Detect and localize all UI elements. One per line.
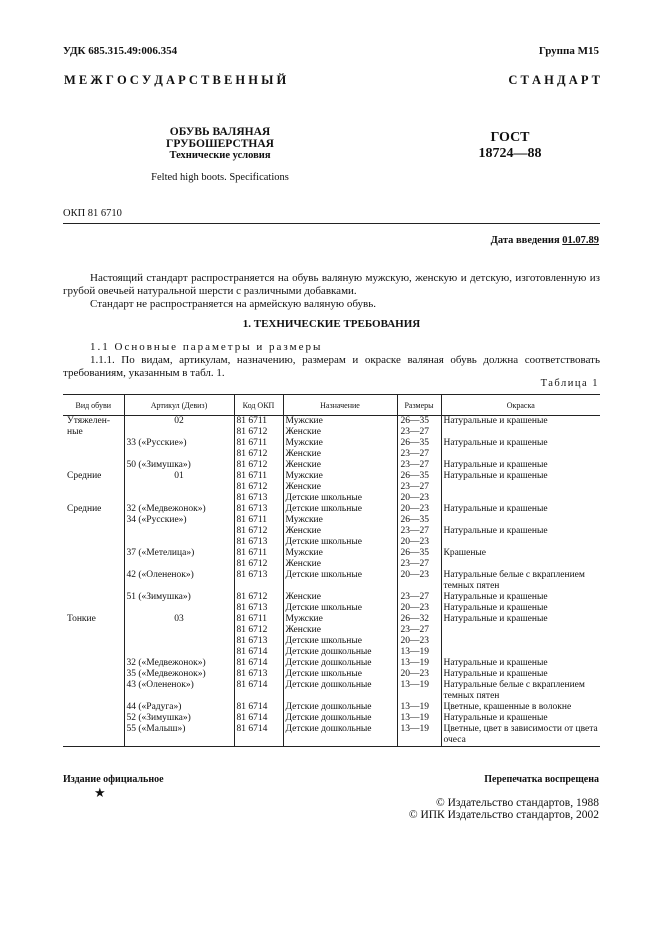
table-row	[63, 460, 600, 471]
cell-okp: 81 6714	[234, 713, 283, 724]
cell-okp: 81 6713	[234, 636, 283, 647]
cell-okp: 81 6714	[234, 647, 283, 658]
cell-okp: 81 6714	[234, 702, 283, 713]
gost-number-block	[470, 130, 550, 162]
cell-type	[63, 625, 124, 636]
cell-article: 32 («Медвежонок»)	[124, 658, 234, 669]
cell-sizes: 20—23	[397, 636, 441, 647]
cell-okp: 81 6711	[234, 614, 283, 625]
cell-article: 50 («Зимушка»)	[124, 460, 234, 471]
cell-okp: 81 6713	[234, 504, 283, 515]
date-label: Дата введения	[490, 235, 560, 246]
cell-sizes: 20—23	[397, 493, 441, 504]
table-row	[63, 603, 600, 614]
cell-purpose: Детские дошкольные	[283, 713, 397, 724]
cell-article	[124, 493, 234, 504]
cell-type	[63, 702, 124, 713]
table-row	[63, 570, 600, 592]
cell-article: 34 («Русские»)	[124, 515, 234, 526]
table-row	[63, 526, 600, 537]
table-row	[63, 537, 600, 548]
cell-okp: 81 6713	[234, 570, 283, 592]
cell-color	[441, 559, 600, 570]
cell-purpose: Мужские	[283, 438, 397, 449]
cell-type	[63, 493, 124, 504]
table-row	[63, 647, 600, 658]
cell-article: 32 («Медвежонок»)	[124, 504, 234, 515]
cell-article: 42 («Олененок»)	[124, 570, 234, 592]
cell-color	[441, 427, 600, 438]
cell-color	[441, 537, 600, 548]
cell-color: Натуральные и крашеные	[441, 713, 600, 724]
table-row	[63, 625, 600, 636]
table-row	[63, 592, 600, 603]
table-row	[63, 482, 600, 493]
cell-article	[124, 603, 234, 614]
cell-sizes: 13—19	[397, 724, 441, 747]
table-row	[63, 548, 600, 559]
table-row	[63, 449, 600, 460]
specification-table	[63, 394, 600, 747]
cell-purpose: Мужские	[283, 416, 397, 428]
table-row	[63, 658, 600, 669]
table-row	[63, 438, 600, 449]
banner-right: С Т А Н Д А Р Т	[508, 73, 600, 87]
cell-type	[63, 647, 124, 658]
effective-date	[491, 235, 599, 246]
cell-type: Тонкие	[67, 614, 96, 624]
cell-sizes: 20—23	[397, 504, 441, 515]
cell-article	[124, 526, 234, 537]
cell-okp: 81 6713	[234, 537, 283, 548]
cell-article: 55 («Малыш»)	[124, 724, 234, 747]
cell-color: Цветные, цвет в зависимости от цвета очеса	[441, 724, 600, 747]
cell-purpose: Женские	[283, 449, 397, 460]
cell-article: 52 («Зимушка»)	[124, 713, 234, 724]
cell-okp: 81 6713	[234, 669, 283, 680]
udk-code: УДК 685.315.49:006.354	[63, 45, 178, 57]
cell-type	[63, 680, 124, 702]
requirement-paragraph: 1.1.1. По видам, артикулам, назначению, размерам и окраске валяная обувь должна соответствовать требованиям, указанным в табл. 1.	[63, 354, 600, 379]
table-row	[63, 416, 600, 428]
cell-sizes: 20—23	[397, 570, 441, 592]
cell-type	[63, 526, 124, 537]
cell-type: ные	[67, 427, 83, 437]
header-purpose: Назначение	[283, 395, 397, 416]
cell-purpose: Детские школьные	[283, 636, 397, 647]
cell-purpose: Детские школьные	[283, 603, 397, 614]
cell-sizes: 26—35	[397, 416, 441, 428]
cell-sizes: 23—27	[397, 427, 441, 438]
subsection-heading: 1.1 Основные параметры и размеры	[90, 341, 323, 353]
cell-article: 43 («Олененок»)	[124, 680, 234, 702]
cell-article: 51 («Зимушка»)	[124, 592, 234, 603]
cell-color	[441, 636, 600, 647]
cell-purpose: Детские дошкольные	[283, 680, 397, 702]
cell-article: 03	[124, 614, 234, 625]
cell-article	[124, 625, 234, 636]
cell-sizes: 26—35	[397, 548, 441, 559]
cell-color: Натуральные и крашеные	[441, 416, 600, 428]
cell-article: 33 («Русские»)	[124, 438, 234, 449]
cell-okp: 81 6714	[234, 658, 283, 669]
table-header-row	[63, 395, 600, 416]
okp-code: ОКП 81 6710	[63, 208, 122, 219]
cell-color: Натуральные и крашеные	[441, 504, 600, 515]
cell-okp: 81 6711	[234, 438, 283, 449]
cell-okp: 81 6711	[234, 471, 283, 482]
cell-okp: 81 6712	[234, 592, 283, 603]
cell-sizes: 13—19	[397, 647, 441, 658]
cell-okp: 81 6712	[234, 460, 283, 471]
cell-type	[63, 449, 124, 460]
cell-sizes: 20—23	[397, 603, 441, 614]
header-okp: Код ОКП	[234, 395, 283, 416]
gost-number: 18724—88	[478, 146, 542, 161]
copyright-2002: © ИПК Издательство стандартов, 2002	[408, 809, 599, 821]
cell-sizes: 20—23	[397, 537, 441, 548]
cell-article: 37 («Метелица»)	[124, 548, 234, 559]
header-sizes: Размеры	[397, 395, 441, 416]
table-row	[63, 559, 600, 570]
cell-type	[63, 669, 124, 680]
cell-color: Натуральные белые с вкраплением темных пятен	[441, 570, 600, 592]
cell-sizes: 23—27	[397, 592, 441, 603]
table-row	[63, 427, 600, 438]
cell-purpose: Детские дошкольные	[283, 724, 397, 747]
gost-label: ГОСТ	[490, 130, 530, 145]
cell-okp: 81 6714	[234, 680, 283, 702]
cell-okp: 81 6712	[234, 526, 283, 537]
table-row	[63, 713, 600, 724]
cell-type	[63, 636, 124, 647]
cell-color	[441, 449, 600, 460]
cell-color	[441, 625, 600, 636]
cell-sizes: 23—27	[397, 460, 441, 471]
table-row	[63, 614, 600, 625]
cell-type: Средние	[67, 504, 102, 514]
table-row	[63, 724, 600, 747]
copyright-1988: © Издательство стандартов, 1988	[435, 797, 599, 809]
table-label: Таблица 1	[540, 378, 599, 389]
cell-article: 02	[124, 416, 234, 428]
group-code: Группа М15	[538, 45, 599, 57]
cell-purpose: Детские дошкольные	[283, 647, 397, 658]
cell-article	[124, 647, 234, 658]
cell-type: Утяжелен-	[67, 416, 110, 426]
cell-type	[63, 460, 124, 471]
cell-purpose: Женские	[283, 427, 397, 438]
cell-okp: 81 6711	[234, 416, 283, 428]
cell-sizes: 26—35	[397, 515, 441, 526]
cell-okp: 81 6712	[234, 449, 283, 460]
cell-purpose: Детские школьные	[283, 537, 397, 548]
cell-type	[63, 713, 124, 724]
cell-purpose: Мужские	[283, 548, 397, 559]
cell-type	[63, 482, 124, 493]
cell-type	[63, 537, 124, 548]
divider	[63, 223, 600, 224]
cell-sizes: 13—19	[397, 702, 441, 713]
cell-color: Крашеные	[441, 548, 600, 559]
cell-type	[63, 559, 124, 570]
cell-type	[63, 438, 124, 449]
cell-color: Натуральные и крашеные	[441, 471, 600, 482]
banner-left: М Е Ж Г О С У Д А Р С Т В Е Н Н Ы Й	[64, 73, 287, 87]
cell-article	[124, 449, 234, 460]
cell-purpose: Женские	[283, 526, 397, 537]
cell-article	[124, 537, 234, 548]
cell-color	[441, 493, 600, 504]
cell-okp: 81 6712	[234, 427, 283, 438]
star-icon: ★	[94, 785, 106, 800]
cell-sizes: 23—27	[397, 449, 441, 460]
cell-color: Натуральные и крашеные	[441, 614, 600, 625]
cell-color: Натуральные и крашеные	[441, 460, 600, 471]
header-article: Артикул (Девиз)	[124, 395, 234, 416]
cell-color	[441, 647, 600, 658]
english-title: Felted high boots. Specifications	[151, 172, 289, 183]
cell-okp: 81 6714	[234, 724, 283, 747]
cell-sizes: 26—32	[397, 614, 441, 625]
cell-purpose: Мужские	[283, 614, 397, 625]
cell-article: 01	[124, 471, 234, 482]
cell-type	[63, 724, 124, 747]
cell-sizes: 23—27	[397, 526, 441, 537]
cell-sizes: 13—19	[397, 713, 441, 724]
cell-purpose: Женские	[283, 625, 397, 636]
cell-sizes: 13—19	[397, 658, 441, 669]
table-row	[63, 702, 600, 713]
cell-color: Цветные, крашенные в волокне	[441, 702, 600, 713]
cell-purpose: Детские дошкольные	[283, 702, 397, 713]
reprint-prohibited: Перепечатка воспрещена	[484, 774, 599, 785]
cell-okp: 81 6713	[234, 493, 283, 504]
cell-purpose: Детские школьные	[283, 570, 397, 592]
cell-okp: 81 6712	[234, 559, 283, 570]
document-title: ОБУВЬ ВАЛЯНАЯ ГРУБОШЕРСТНАЯ	[166, 126, 274, 150]
cell-okp: 81 6711	[234, 548, 283, 559]
standard-banner	[64, 73, 600, 88]
cell-color: Натуральные и крашеные	[441, 669, 600, 680]
cell-sizes: 23—27	[397, 625, 441, 636]
cell-type: Средние	[67, 471, 102, 481]
cell-sizes: 26—35	[397, 438, 441, 449]
cell-purpose: Женские	[283, 559, 397, 570]
table-row	[63, 669, 600, 680]
intro-paragraph: Настоящий стандарт распространяется на обувь валяную мужскую, женскую и детскую, изготовленную из грубой овечьей натуральной шерсти с различными добавками.	[63, 272, 600, 297]
cell-color: Натуральные и крашеные	[441, 603, 600, 614]
table-row	[63, 493, 600, 504]
cell-purpose: Женские	[283, 482, 397, 493]
section-heading: 1. ТЕХНИЧЕСКИЕ ТРЕБОВАНИЯ	[242, 318, 421, 330]
cell-article	[124, 636, 234, 647]
header-type: Вид обуви	[63, 395, 124, 416]
cell-color	[441, 515, 600, 526]
cell-article	[124, 482, 234, 493]
cell-article	[124, 559, 234, 570]
cell-sizes: 13—19	[397, 680, 441, 702]
cell-article: 35 («Медвежонок»)	[124, 669, 234, 680]
official-edition: Издание официальное	[63, 774, 164, 785]
cell-article: 44 («Радуга»)	[124, 702, 234, 713]
table-row	[63, 636, 600, 647]
table-row	[63, 680, 600, 702]
cell-okp: 81 6712	[234, 482, 283, 493]
cell-sizes: 23—27	[397, 482, 441, 493]
cell-purpose: Женские	[283, 460, 397, 471]
cell-type	[63, 603, 124, 614]
header-color: Окраска	[441, 395, 600, 416]
cell-color: Натуральные и крашеные	[441, 658, 600, 669]
cell-purpose: Мужские	[283, 471, 397, 482]
cell-type	[63, 592, 124, 603]
cell-okp: 81 6711	[234, 515, 283, 526]
table-row	[63, 471, 600, 482]
cell-purpose: Детские дошкольные	[283, 658, 397, 669]
cell-sizes: 26—35	[397, 471, 441, 482]
cell-okp: 81 6712	[234, 625, 283, 636]
cell-purpose: Мужские	[283, 515, 397, 526]
cell-okp: 81 6713	[234, 603, 283, 614]
cell-type	[63, 515, 124, 526]
cell-color: Натуральные и крашеные	[441, 438, 600, 449]
cell-purpose: Детские школьные	[283, 669, 397, 680]
intro-exclusion: Стандарт не распространяется на армейскую валяную обувь.	[90, 298, 376, 310]
document-subtitle: Технические условия	[169, 150, 271, 161]
table-row	[63, 504, 600, 515]
table-row	[63, 515, 600, 526]
cell-purpose: Женские	[283, 592, 397, 603]
cell-purpose: Детские школьные	[283, 493, 397, 504]
cell-sizes: 23—27	[397, 559, 441, 570]
cell-type	[63, 570, 124, 592]
cell-type	[63, 548, 124, 559]
cell-purpose: Детские школьные	[283, 504, 397, 515]
cell-color	[441, 482, 600, 493]
cell-color: Натуральные белые с вкраплением темных пятен	[441, 680, 600, 702]
cell-sizes: 20—23	[397, 669, 441, 680]
cell-type	[63, 658, 124, 669]
cell-color: Натуральные и крашеные	[441, 592, 600, 603]
date-value: 01.07.89	[562, 235, 599, 246]
cell-color: Натуральные и крашеные	[441, 526, 600, 537]
cell-article	[124, 427, 234, 438]
